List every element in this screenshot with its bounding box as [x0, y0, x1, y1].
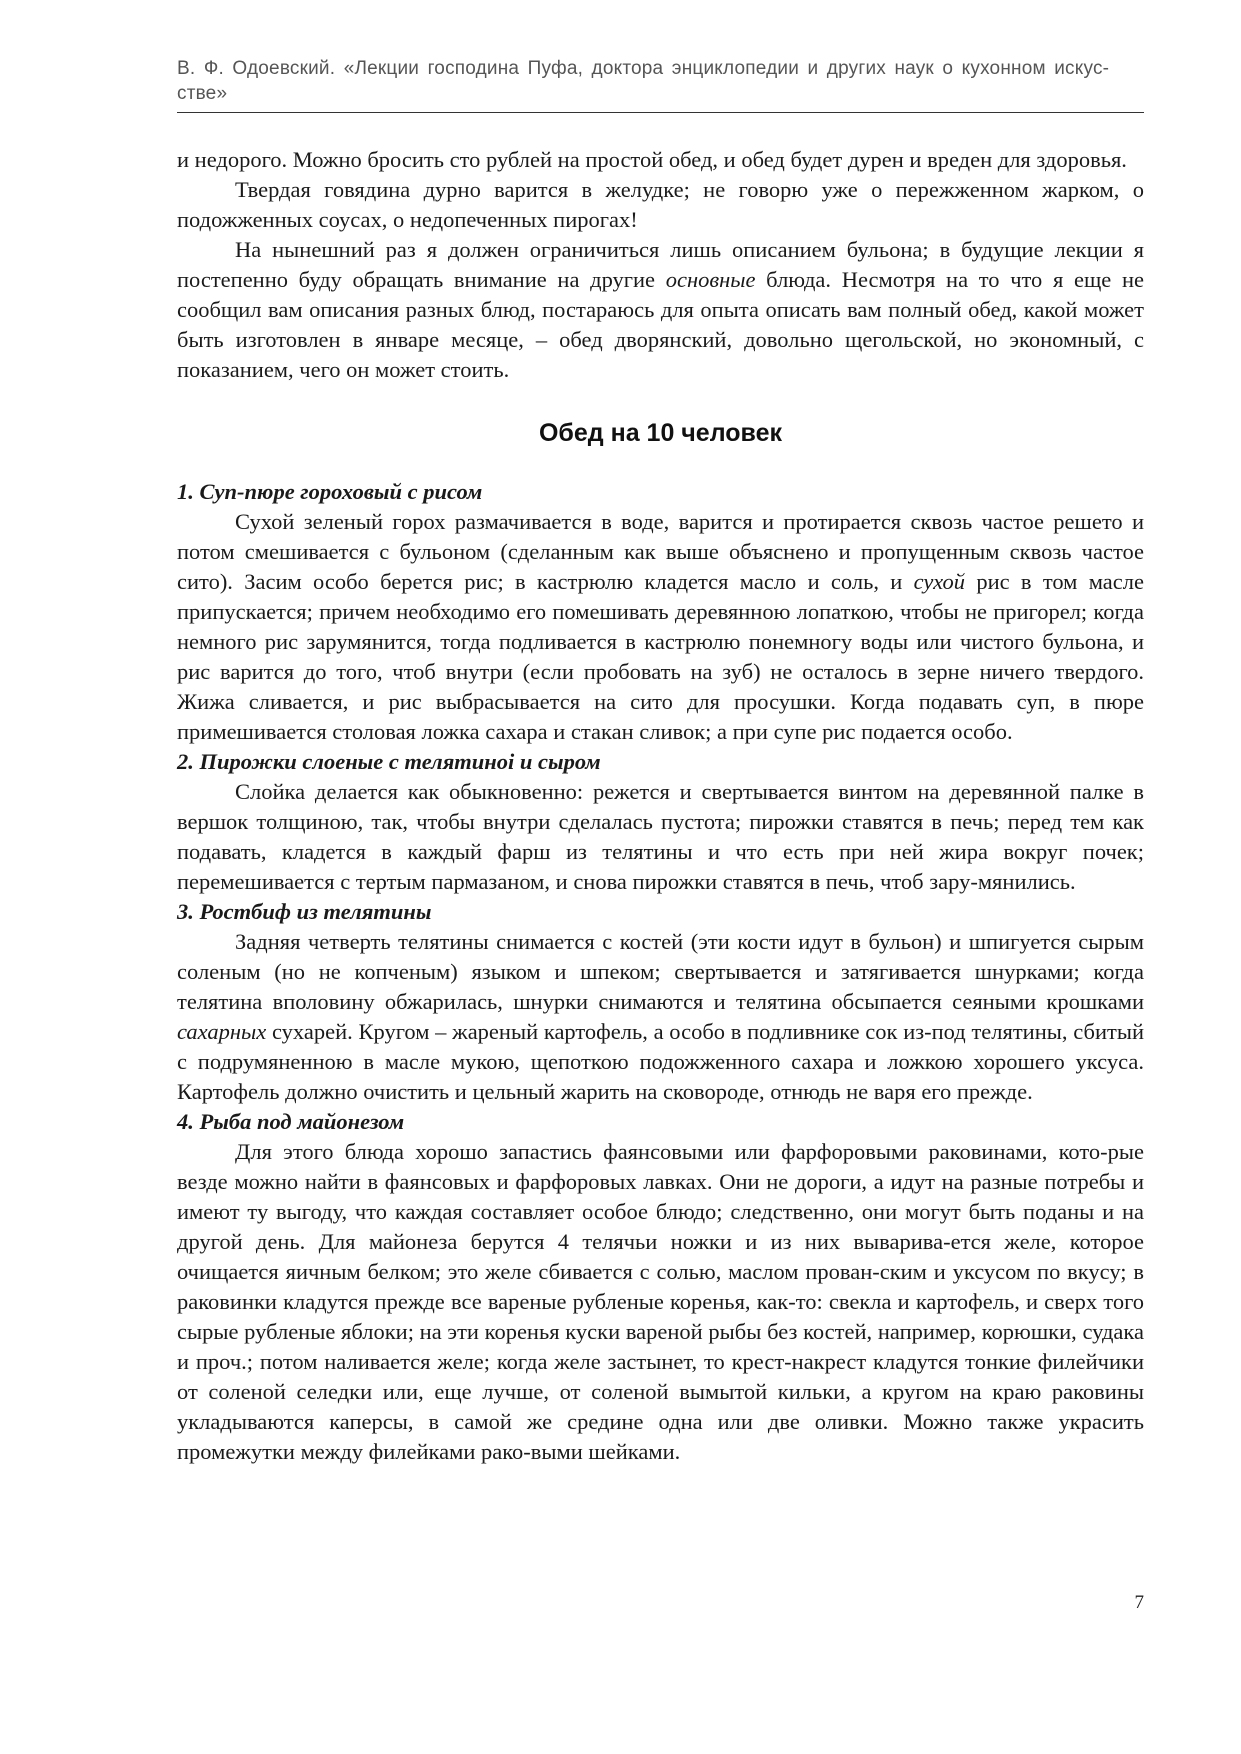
- dish-text-3: [177, 927, 1144, 1107]
- page-body: [177, 145, 1144, 1467]
- dish-text-1-emphasis: сухой: [913, 569, 966, 594]
- dish-text-1-part: Сухой зеленый горох размачивается в воде, варится и протирается сквозь частое решето и потом смешивается с бульоном (сделанным как выше объяснено и пропущенным сквозь частое сито). Засим особо берется рис; в кастрюлю кладется масло и соль, и: [177, 509, 1144, 594]
- dish-text-1: [177, 507, 1144, 747]
- dish-text-3-emphasis: сахарных: [177, 1019, 267, 1044]
- dish-text-3-part-end: сухарей. Кругом – жареный картофель, а особо в подливнике сок из-под телятины, сбитый с подрумяненною в масле мукою, щепоткою подожженного сахара и ложкою хорошего уксуса. Картофель должно очистить и цельный жарить на сковороде, отнюдь не варя его прежде.: [177, 1019, 1144, 1104]
- dish-text-4: Для этого блюда хорошо запастись фаянсовыми или фарфоровыми раковинами, кото-рые везде можно найти в фаянсовых и фарфоровых лавках. Они не дороги, а идут на разные потребы и имеют ту выгоду, что каждая составляет особое блюдо; следственно, они могут быть поданы и на другой день. Для майонеза берутся 4 телячьи ножки и из них выварива-ется желе, которое очищается яичным белком; это желе сбивается с солью, маслом прован-ским и уксусом по вкусу; в раковинки кладутся прежде все вареные рубленые коренья, как-то: свекла и картофель, и сверх того сырые рубленые яблоки; на эти коренья куски вареной рыбы без костей, например, корюшки, судака и проч.; потом наливается желе; когда желе застынет, то крест-накрест кладутся тонкие филейчики от соленой селедки или, еще лучше, от соленой вымытой кильки, а кругом на краю раковины укладываются каперсы, в самой же средине одна или две оливки. Можно также украсить промежутки между филейками рако-выми шейками.: [177, 1139, 1144, 1464]
- intro-paragraph-3-text-end: блюда. Несмотря на то что я еще не сообщил вам описания разных блюд, постараюсь для опыта описать вам полный обед, какой может быть изготовлен в январе месяце, – обед дворянский, довольно щегольской, но экономный, с показанием, чего он может стоить.: [177, 267, 1144, 382]
- dish-title-2: 2. Пирожки слоеные с телятиноі и сыром: [177, 749, 601, 774]
- dish-text-1-part-end: рис в том масле припускается; причем необходимо его помешивать деревянною лопаткою, чтобы не пригорел; когда немного рис зарумянится, тогда подливается в кастрюлю понемногу воды или чистого бульона, и рис варится до того, чтоб внутри (если пробовать на зуб) не осталось в зерне ничего твердого. Жижа сливается, и рис выбрасывается на сито для просушки. Когда подавать суп, в пюре примешивается столовая ложка сахара и стакан сливок; а при супе рис подается особо.: [177, 569, 1144, 744]
- dish-text-3-part: Задняя четверть телятины снимается с костей (эти кости идут в бульон) и шпигуется сырым соленым (но не копченым) языком и шпеком; свертывается и затягивается шнурками; когда телятина вполовину обжарилась, шнурки снимаются и телятина обсыпается сеяными крошками: [177, 929, 1144, 1014]
- intro-paragraph-3-text: На нынешний раз я должен ограничиться лишь описанием бульона; в будущие лекции я постепенно буду обращать внимание на другие: [177, 237, 1144, 292]
- dish-title-1: 1. Суп-пюре гороховый с рисом: [177, 479, 483, 504]
- intro-paragraph-1: и недорого. Можно бросить сто рублей на простой обед, и обед будет дурен и вреден для здоровья.: [177, 147, 1127, 172]
- section-title: Обед на 10 человек: [538, 419, 782, 447]
- dish-title-3: 3. Ростбиф из телятины: [177, 899, 432, 924]
- header-divider: [177, 112, 1144, 113]
- dish-title-4: 4. Рыба под майонезом: [177, 1109, 405, 1134]
- intro-paragraph-3-emphasis: основные: [665, 267, 756, 292]
- page-number: 7: [1134, 1592, 1144, 1613]
- intro-paragraph-3: [177, 235, 1144, 385]
- intro-paragraph-2: Твердая говядина дурно варится в желудке; не говорю уже о пережженном жарком, о подожженных соусах, о недопеченных пирогах!: [177, 177, 1144, 232]
- dish-text-2: Слойка делается как обыкновенно: режется и свертывается винтом на деревянной палке в вершок толщиною, так, чтобы внутри сделалась пустота; пирожки ставятся в печь; перед тем как подавать, кладется в каждый фарш из телятины и что есть при ней жира вокруг почек; перемешивается с тертым пармазаном, и снова пирожки ставятся в печь, чтоб зару-мянились.: [177, 779, 1144, 894]
- running-header: В. Ф. Одоевский. «Лекции господина Пуфа, доктора энциклопедии и других наук о кухонном искус-стве»: [177, 58, 1110, 104]
